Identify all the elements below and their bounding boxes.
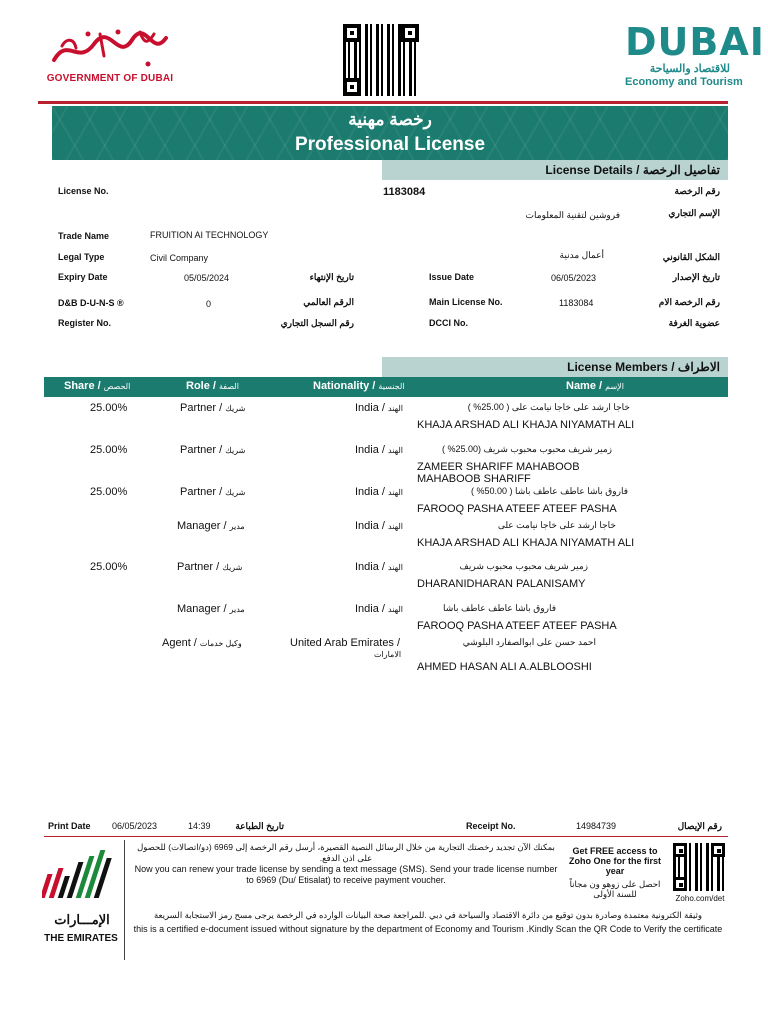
register-no-arabic: رقم السجل التجاري [280,318,354,328]
member-nationality-en: India / [355,486,385,498]
legal-type-arabic-value: أعمال مدنية [559,250,604,260]
issue-date-arabic: تاريخ الإصدار [672,272,720,282]
government-of-dubai-label: GOVERNMENT OF DUBAI [46,73,174,84]
member-role-ar: مدير [229,605,245,614]
duns-value: 0 [206,299,212,309]
member-nationality [355,603,403,615]
main-license-value: 1183084 [559,298,594,308]
receipt-no-arabic: رقم الإيصال [677,821,722,831]
trade-name-value: FRUITION AI TECHNOLOGY [150,230,269,240]
member-nationality [355,402,403,414]
receipt-no-label: Receipt No. [466,821,516,831]
the-emirates-logo [42,848,118,904]
tab-separator: / [636,163,640,177]
member-nationality [355,520,403,532]
trade-name-arabic-label: الإسم التجاري [668,208,720,218]
expiry-date-value: 05/05/2024 [184,273,230,283]
qr-finder-pattern [673,877,687,891]
member-nationality-ar: الهند [388,404,403,413]
issue-date-label: Issue Date [429,272,475,282]
duns-arabic: الرقم العالمي [303,297,354,307]
member-nationality-en: India / [355,444,385,456]
qr-finder-pattern [673,843,687,857]
member-nationality-en: India / [355,603,385,615]
legal-type-arabic-label: الشكل القانوني [662,252,720,262]
member-name: FAROOQ PASHA ATEEF ATEEF PASHA [417,620,617,632]
qr-finder-pattern [401,24,419,42]
member-name-arabic: احمد حسن على ابوالصفارد البلوشي [462,637,596,647]
the-emirates-label: THE EMIRATES [44,933,118,944]
member-nationality-en: United Arab Emirates / [290,637,401,649]
member-name-arabic: فاروق باشا عاطف عاطف باشا [443,603,556,613]
license-no-value: 1183084 [383,186,426,198]
sms-renewal-arabic: بمكنك الآن تجديد رخصتك التجارية من خلال الرسائل النصية القصيرة، أرسل رقم الرخصة إلى 6969 (دو/اتصالات) للحصول على اذن الدفع. [137,842,555,863]
tab-label-en: License Details [545,163,633,177]
member-role-en: Partner / [180,486,223,498]
zoho-qr-code[interactable] [673,843,725,891]
header-divider [38,101,728,104]
print-time-value: 14:39 [188,821,211,831]
member-role-ar: شريك [225,488,246,497]
member-role-en: Partner / [180,444,223,456]
member-share: 25.00% [90,444,128,456]
license-no-label: License No. [58,186,109,196]
zoho-url[interactable]: Zoho.com/det [675,894,725,903]
expiry-date-label: Expiry Date [58,272,108,282]
member-name: ZAMEER SHARIFF MAHABOOB MAHABOOB SHARIFF [417,461,580,485]
member-name: AHMED HASAN ALI A.ALBLOOSHI [417,661,592,673]
duns-label: D&B D-U-N-S ® [58,298,124,308]
member-role [180,444,245,456]
dcci-no-arabic: عضوية الغرفة [668,318,720,328]
legal-type-label: Legal Type [58,252,105,262]
member-name-arabic: زمير شريف محبوب محبوب شريف [459,561,588,571]
tab-label-ar: الاطراف [677,360,720,374]
member-role [177,520,245,532]
name-header-ar: الإسم [605,382,624,391]
member-role-en: Agent / [162,637,197,649]
tab-separator: / [671,360,675,374]
share-header-ar: الحصص [103,382,131,391]
nationality-header [313,380,404,392]
expiry-date-arabic: تاريخ الإنتهاء [309,272,354,282]
member-nationality-ar: الهند [388,522,403,531]
role-header-ar: الصفة [219,382,239,391]
share-header [64,380,130,392]
tab-label-ar: تفاصيل الرخصة [642,163,720,177]
trade-name-label: Trade Name [58,231,110,241]
member-name: FAROOQ PASHA ATEEF ATEEF PASHA [417,503,617,515]
member-nationality-en: India / [355,520,385,532]
receipt-no-value: 14984739 [576,821,617,831]
member-name: KHAJA ARSHAD ALI KHAJA NIYAMATH ALI [417,537,635,549]
sms-renewal-english: Now you can renew your trade license by sending a text message (SMS). Send your trade license number to 6969 (Du/ Etisalat) to receive payment voucher. [134,864,558,885]
dubai-economy-english: Economy and Tourism [625,76,743,88]
member-nationality [355,561,403,573]
member-share: 25.00% [90,561,128,573]
license-no-arabic: رقم الرخصة [674,186,720,196]
member-nationality-en: India / [355,402,385,414]
banner-title-arabic: رخصة مهنية [348,110,432,129]
nationality-header-en: Nationality / [313,380,376,392]
member-role-en: Manager / [177,520,227,532]
top-qr-code[interactable] [343,24,419,96]
member-nationality-ar: الامارات [374,650,402,659]
role-header [186,380,239,392]
government-of-dubai-emblem [48,26,170,70]
zoho-promo[interactable] [562,846,668,899]
member-role-en: Manager / [177,603,227,615]
member-name-arabic: خاجا ارشد على خاجا نيامت على ( 25.00% ) [467,402,630,412]
main-license-label: Main License No. [429,297,503,307]
member-nationality-ar: الهند [388,605,403,614]
trade-name-arabic-value: فروشين لتقنية المعلومات [525,210,620,220]
main-license-arabic: رقم الرخصة الام [658,297,720,307]
name-header [566,380,624,392]
share-header-en: Share / [64,380,101,392]
print-date-label: Print Date [48,821,91,831]
license-members-tab [382,357,728,377]
banner-title-english: Professional License [294,134,486,155]
zoho-promo-english: Get FREE access to Zoho One for the first year [569,846,661,876]
member-role [177,603,245,615]
member-role [180,402,245,414]
member-role [177,561,242,573]
member-role-ar: شريك [225,404,246,413]
member-role-ar: شريك [225,446,246,455]
member-name-arabic: خاجا ارشد على خاجا نيامت على [497,520,616,530]
zoho-promo-arabic: احصل على زوهو ون مجاناً للسنة الأولى [569,879,661,899]
member-share: 25.00% [90,402,128,414]
certificate-notice-arabic: وثيقة الكترونية معتمدة وصادرة بدون توقيع من دائرة الاقتصاد والسياحة في دبي .للمراجعة صحة البيانات الوارده في الرخصة يرجى مسح رمز الاستجابة السريعة [153,910,703,920]
role-header-en: Role / [186,380,216,392]
license-details-tab [382,160,728,180]
member-role-ar: وكيل خدمات [199,639,242,648]
dubai-economy-arabic: للاقتصاد والسياحة [649,63,730,75]
qr-finder-pattern [711,843,725,857]
member-role-ar: مدير [229,522,245,531]
name-header-en: Name / [566,380,603,392]
tab-label-en: License Members [567,360,668,374]
member-role-en: Partner / [180,402,223,414]
member-nationality-ar: الهند [388,488,403,497]
member-name: DHARANIDHARAN PALANISAMY [417,578,586,590]
member-role [162,637,242,649]
register-no-label: Register No. [58,318,112,328]
member-name-arabic: زمير شريف محبوب محبوب شريف (25.00% ) [442,444,612,454]
member-nationality [355,486,403,498]
print-date-value: 06/05/2023 [112,821,158,831]
member-nationality [355,444,403,456]
member-nationality-ar: الهند [388,563,403,572]
nationality-header-ar: الجنسية [378,382,405,391]
member-name: KHAJA ARSHAD ALI KHAJA NIYAMATH ALI [417,419,635,431]
the-emirates-arabic: الإمـــارات [54,912,110,927]
qr-finder-pattern [343,78,361,96]
member-share: 25.00% [90,486,128,498]
dcci-no-label: DCCI No. [429,318,468,328]
member-role-en: Partner / [177,561,220,573]
member-role [180,486,245,498]
issue-date-value: 06/05/2023 [551,273,597,283]
dubai-wordmark: DUBAI [625,20,765,64]
qr-finder-pattern [343,24,361,42]
member-nationality-en: India / [355,561,385,573]
member-nationality-ar: الهند [388,446,403,455]
member-name-arabic: فاروق باشا عاطف عاطف باشا ( 50.00% ) [471,486,628,496]
legal-type-value: Civil Company [150,253,209,263]
print-date-arabic: تاريخ الطباعة [235,821,284,831]
footer-divider [44,836,728,837]
member-role-ar: شريك [222,563,243,572]
certificate-notice-english: this is a certified e-document issued without signature by the department of Economy and Tourism .Kindly Scan the QR Code to Verify the certificate [133,924,723,934]
